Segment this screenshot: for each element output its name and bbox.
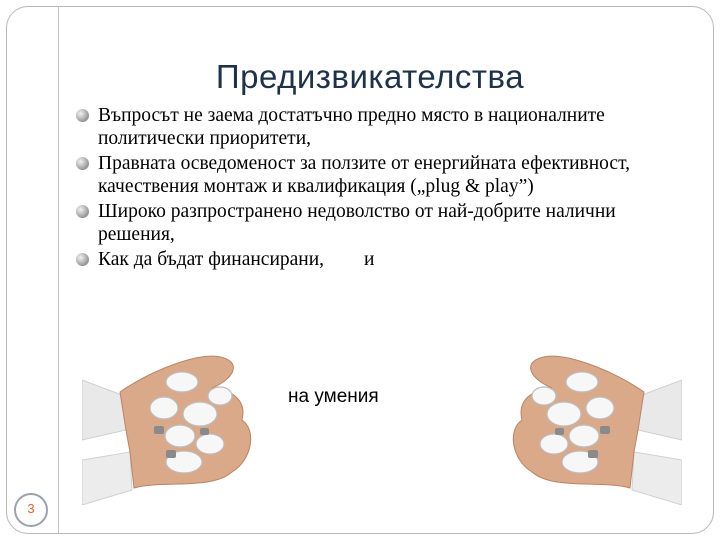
bullet-text: Правната осведоменост за ползите от енергийната ефективност, качествения монтаж и квалификация („plug & play”) [98,153,631,197]
hands-holding-bulbs-image-right [462,340,682,505]
bullet-dot-icon [76,109,89,122]
bullet-item [76,104,676,150]
bullet-dot-icon [76,157,89,170]
bullet-dot-icon [76,253,89,266]
slide-title: Предизвикателства [215,58,525,95]
bullet-item [76,152,676,198]
bullet-text: Въпросът не заема достатъчно предно място в националните политически приоритети, [98,105,605,149]
bullet-text: Как да бъдат финансирани, [98,249,325,270]
bullet-dot-icon [76,205,89,218]
overlay-text: на умения [288,386,379,407]
bullet-text: Широко разпространено недоволство от най-добрите налични решения, [98,201,616,245]
hands-holding-bulbs-image-left [82,340,302,505]
bullet-item [76,248,676,271]
left-margin-rule [58,6,59,533]
page-number-badge [14,493,48,527]
bullet-item [76,200,676,246]
bullet-trailing-word: и [364,249,375,270]
bullet-list [76,104,676,273]
page-number: 3 [27,501,35,516]
